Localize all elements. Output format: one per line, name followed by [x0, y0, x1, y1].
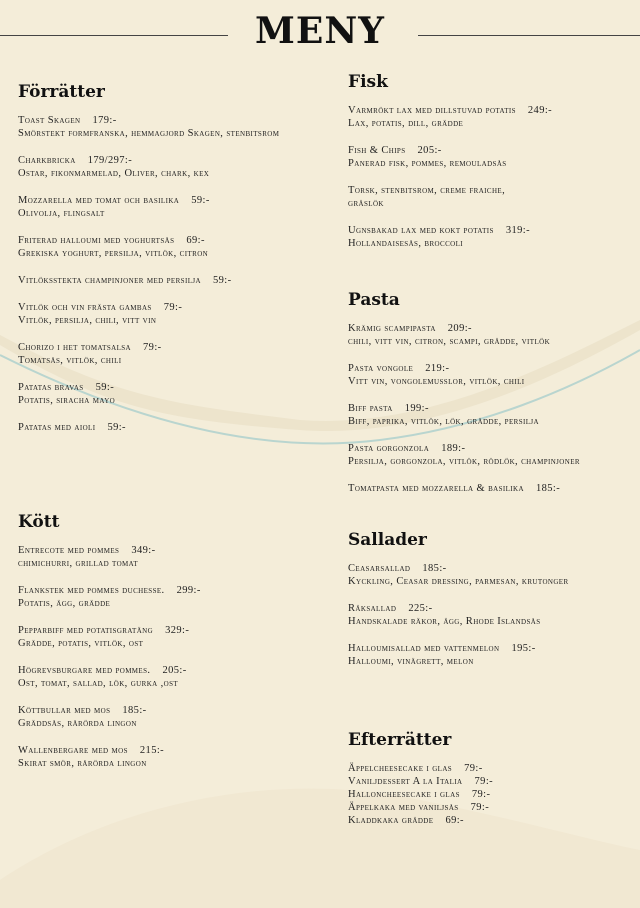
- item-description: gräslök: [348, 198, 384, 209]
- menu-item: [348, 184, 633, 210]
- item-name: Krämig scampipasta: [348, 323, 436, 334]
- item-description: Grekiska yoghurt, persilja, vitlök, citron: [18, 248, 209, 259]
- item-name: Mozzarella med tomat och basilika: [18, 195, 180, 206]
- item-description: chili, vitt vin, citron, scampi, grädde, vitlök: [348, 336, 551, 347]
- menu-item: [18, 194, 318, 220]
- section-forratter: [18, 82, 318, 448]
- item-name: Toast Skagen: [18, 115, 81, 126]
- item-name: Entrecote med pommes: [18, 545, 120, 556]
- item-description: Persilja, gorgonzola, vitlök, rödlök, champinjoner: [348, 456, 580, 467]
- item-price: 79:-: [464, 763, 483, 774]
- item-name: Friterad halloumi med yoghurtsås: [18, 235, 175, 246]
- item-description: Smörstekt formfranska, hemmagjord Skagen, stenbitsrom: [18, 128, 280, 139]
- item-price: 79:-: [470, 802, 490, 813]
- item-name: Pepparbiff med potatisgratäng: [18, 625, 154, 636]
- menu-item: [348, 762, 633, 775]
- item-description: Gräddsås, rårörda lingon: [18, 718, 137, 729]
- menu-title: MENY: [255, 10, 385, 52]
- item-price: 349:-: [131, 545, 156, 556]
- item-price: 249:-: [527, 105, 553, 116]
- item-price: 69:-: [186, 235, 205, 246]
- item-description: Panerad fisk, pommes, remouladsås: [348, 158, 507, 169]
- item-price: 329:-: [165, 625, 190, 636]
- menu-item: [18, 421, 318, 434]
- item-price: 79:-: [474, 776, 494, 787]
- item-name: Patatas bravas: [18, 382, 84, 393]
- item-name: Halloncheesecake i glas: [348, 789, 460, 800]
- menu-item: [348, 104, 633, 130]
- item-price: 59:-: [212, 275, 232, 286]
- item-description: Tomatsås, vitlök, chili: [18, 355, 122, 366]
- item-price: 69:-: [445, 815, 464, 826]
- menu-item: [348, 801, 633, 814]
- item-name: Pasta gorgonzola: [348, 443, 430, 454]
- item-description: Biff, paprika, vitlök, lök, grädde, persilja: [348, 416, 539, 427]
- menu-item: [348, 482, 633, 495]
- item-description: Vitlök, persilja, chili, vitt vin: [18, 315, 157, 326]
- menu-item: [348, 602, 633, 628]
- menu-item: [18, 664, 318, 690]
- item-name: Köttbullar med mos: [18, 705, 111, 716]
- menu-item: [348, 788, 633, 801]
- item-description: Grädde, potatis, vitlök, ost: [18, 638, 144, 649]
- menu-item: [348, 642, 633, 668]
- item-name: Halloumisallad med vattenmelon: [348, 643, 500, 654]
- item-name: Äppelcheesecake i glas: [348, 763, 453, 774]
- item-price: 189:-: [441, 443, 466, 454]
- item-description: Olivolja, flingsalt: [18, 208, 105, 219]
- item-name: Högrevsburgare med pommes.: [18, 665, 151, 676]
- item-price: 205:-: [162, 665, 187, 676]
- item-price: 319:-: [505, 225, 530, 236]
- menu-item: [348, 224, 633, 250]
- item-price: 79:-: [143, 342, 162, 353]
- item-price: 185:-: [535, 483, 561, 494]
- menu-item: [18, 301, 318, 327]
- menu-item: [348, 442, 633, 468]
- section-title: Förrätter: [18, 82, 105, 102]
- section-fisk: [348, 72, 633, 264]
- menu-item: [18, 341, 318, 367]
- menu-item: [18, 234, 318, 260]
- item-name: Wallenbergare med mos: [18, 745, 128, 756]
- item-name: Pasta vongole: [348, 363, 414, 374]
- item-price: 79:-: [163, 302, 183, 313]
- title-rule-right: [418, 35, 640, 36]
- item-description: Potatis, ägg, grädde: [18, 598, 111, 609]
- item-price: 225:-: [408, 603, 433, 614]
- menu-item: [18, 381, 318, 407]
- item-name: Varmrökt lax med dillstuvad potatis: [348, 105, 516, 116]
- item-name: Vitlöksstekta champinjoner med persilja: [18, 275, 201, 286]
- menu-item: [18, 114, 318, 140]
- item-price: 59:-: [95, 382, 115, 393]
- menu-item: [348, 814, 633, 827]
- item-price: 79:-: [471, 789, 491, 800]
- menu-item: [348, 562, 633, 588]
- item-name: Kladdkaka grädde: [348, 815, 434, 826]
- item-price: 219:-: [425, 363, 450, 374]
- menu-item: [348, 144, 633, 170]
- item-name: Äppelkaka med vaniljsås: [348, 802, 459, 813]
- item-price: 179:-: [92, 115, 117, 126]
- item-description: Lax, potatis, dill, grädde: [348, 118, 464, 129]
- section-efterratter: [348, 730, 633, 827]
- item-price: 195:-: [511, 643, 536, 654]
- item-description: Skirat smör, rårörda lingon: [18, 758, 147, 769]
- menu-item: [348, 322, 633, 348]
- menu-item: [348, 775, 633, 788]
- item-name: Torsk, stenbitsrom, creme fraiche,: [348, 185, 506, 196]
- menu-item: [18, 744, 318, 770]
- section-title: Kött: [18, 512, 60, 532]
- section-sallader: [348, 530, 633, 682]
- item-price: 199:-: [404, 403, 429, 414]
- section-title: Pasta: [348, 290, 400, 310]
- item-price: 205:-: [417, 145, 442, 156]
- item-description: Vitt vin, vongolemusslor, vitlök, chili: [348, 376, 525, 387]
- item-price: 299:-: [176, 585, 201, 596]
- menu-item: [348, 402, 633, 428]
- item-name: Vaniljdessert A la Italia: [348, 776, 463, 787]
- item-description: Handskalade räkor, ägg, Rhode Islandsås: [348, 616, 541, 627]
- item-name: Räksallad: [348, 603, 397, 614]
- section-title: Fisk: [348, 72, 388, 92]
- menu-item: [348, 362, 633, 388]
- section-title: Sallader: [348, 530, 427, 550]
- item-name: Tomatpasta med mozzarella & basilika: [348, 483, 524, 494]
- item-price: 185:-: [422, 563, 447, 574]
- item-name: Chorizo i het tomatsalsa: [18, 342, 132, 353]
- item-name: Charkbricka: [18, 155, 76, 166]
- section-kott: [18, 512, 318, 784]
- item-description: Kyckling, Ceasar dressing, parmesan, krutonger: [348, 576, 569, 587]
- item-price: 59:-: [191, 195, 210, 206]
- menu-item: [18, 274, 318, 287]
- item-price: 215:-: [139, 745, 165, 756]
- menu-item: [18, 584, 318, 610]
- item-description: Hollandaisesås, broccoli: [348, 238, 463, 249]
- item-description: chimichurri, grillad tomat: [18, 558, 139, 569]
- item-name: Flankstek med pommes duchesse.: [18, 585, 165, 596]
- item-description: Ost, tomat, sallad, lök, gurka ,ost: [18, 678, 179, 689]
- item-price: 185:-: [122, 705, 147, 716]
- item-description: Halloumi, vinägrett, melon: [348, 656, 474, 667]
- item-price: 59:-: [107, 422, 126, 433]
- item-description: Ostar, fikonmarmelad, Oliver, chark, kex: [18, 168, 210, 179]
- item-name: Patatas med aioli: [18, 422, 96, 433]
- section-pasta: [348, 290, 633, 509]
- menu-item: [18, 704, 318, 730]
- menu-item: [18, 624, 318, 650]
- item-name: Fish & Chips: [348, 145, 406, 156]
- item-name: Biff pasta: [348, 403, 393, 414]
- section-title: Efterrätter: [348, 730, 452, 750]
- item-name: Vitlök och vin frästa gambas: [18, 302, 152, 313]
- item-name: Ugnsbakad lax med kokt potatis: [348, 225, 494, 236]
- item-price: 179/297:-: [87, 155, 133, 166]
- item-name: Ceasarsallad: [348, 563, 411, 574]
- item-description: Potatis, siracha mayo: [18, 395, 116, 406]
- menu-item: [18, 154, 318, 180]
- item-price: 209:-: [447, 323, 472, 334]
- menu-item: [18, 544, 318, 570]
